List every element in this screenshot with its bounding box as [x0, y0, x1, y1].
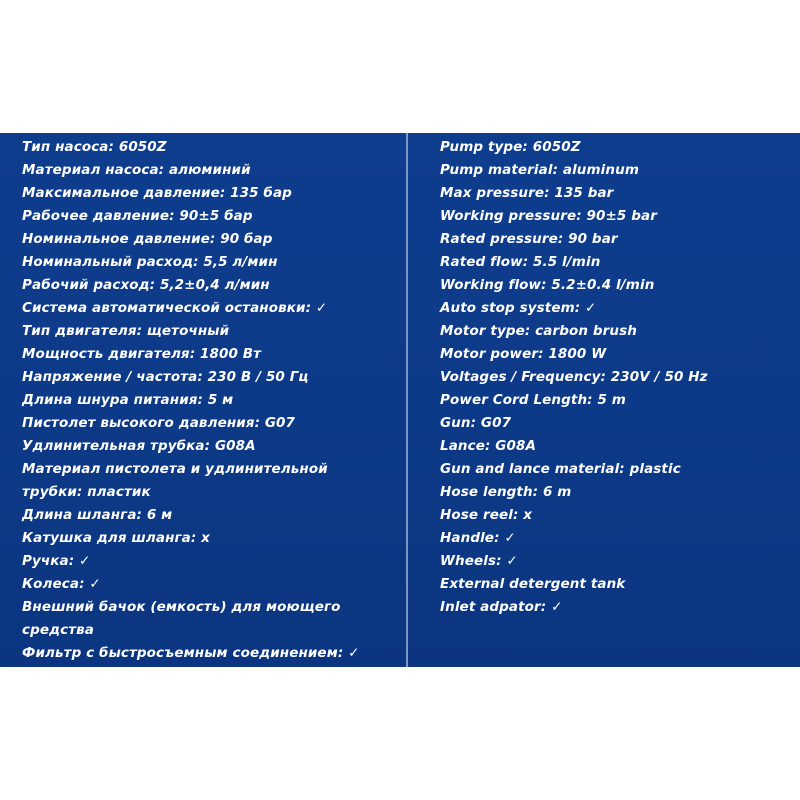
spec-item: Тип насоса: 6050Z [22, 139, 167, 155]
spec-item: External detergent tank [440, 576, 626, 592]
spec-item: Motor power: 1800 W [440, 346, 607, 362]
spec-item: Катушка для шланга: х [22, 530, 210, 546]
spec-item: Рабочий расход: 5,2±0,4 л/мин [22, 277, 270, 293]
spec-item: Внешний бачок (емкость) для моющего средства [22, 599, 341, 638]
spec-item: Система автоматической остановки: ✓ [22, 300, 328, 316]
spec-list-english [440, 136, 780, 619]
spec-item: Voltages / Frequency: 230V / 50 Hz [440, 369, 708, 385]
spec-item: Hose reel: x [440, 507, 533, 523]
spec-item: Rated pressure: 90 bar [440, 231, 618, 247]
spec-item: Lance: G08A [440, 438, 536, 454]
spec-item: Gun: G07 [440, 415, 512, 431]
spec-item: Ручка: ✓ [22, 553, 91, 569]
spec-item: Pump type: 6050Z [440, 139, 581, 155]
spec-list-russian [22, 136, 382, 665]
column-divider [406, 133, 408, 667]
spec-item: Motor type: carbon brush [440, 323, 637, 339]
spec-item: Тип двигателя: щеточный [22, 323, 230, 339]
spec-item: Inlet adpator: ✓ [440, 599, 563, 615]
spec-item: Working flow: 5.2±0.4 l/min [440, 277, 655, 293]
spec-item: Мощность двигателя: 1800 Вт [22, 346, 262, 362]
spec-item: Материал насоса: алюминий [22, 162, 251, 178]
spec-item: Pump material: aluminum [440, 162, 639, 178]
spec-item: Удлинительная трубка: G08A [22, 438, 256, 454]
spec-item: Номинальный расход: 5,5 л/мин [22, 254, 278, 270]
spec-item: Колеса: ✓ [22, 576, 101, 592]
spec-item: Working pressure: 90±5 bar [440, 208, 657, 224]
spec-item: Handle: ✓ [440, 530, 516, 546]
spec-item: Пистолет высокого давления: G07 [22, 415, 296, 431]
spec-item: Rated flow: 5.5 l/min [440, 254, 601, 270]
spec-item: Hose length: 6 m [440, 484, 572, 500]
spec-panel [0, 133, 800, 667]
spec-item: Фильтр с быстросъемным соединением: ✓ [22, 645, 360, 661]
spec-item: Длина шланга: 6 м [22, 507, 173, 523]
spec-item: Длина шнура питания: 5 м [22, 392, 234, 408]
spec-item: Максимальное давление: 135 бар [22, 185, 292, 201]
spec-item: Рабочее давление: 90±5 бар [22, 208, 253, 224]
spec-item: Напряжение / частота: 230 В / 50 Гц [22, 369, 309, 385]
spec-item: Max pressure: 135 bar [440, 185, 614, 201]
spec-item: Материал пистолета и удлинительной трубки: пластик [22, 461, 328, 500]
spec-item: Auto stop system: ✓ [440, 300, 597, 316]
spec-item: Gun and lance material: plastic [440, 461, 681, 477]
spec-item: Power Cord Length: 5 m [440, 392, 626, 408]
spec-item: Wheels: ✓ [440, 553, 518, 569]
spec-item: Номинальное давление: 90 бар [22, 231, 273, 247]
